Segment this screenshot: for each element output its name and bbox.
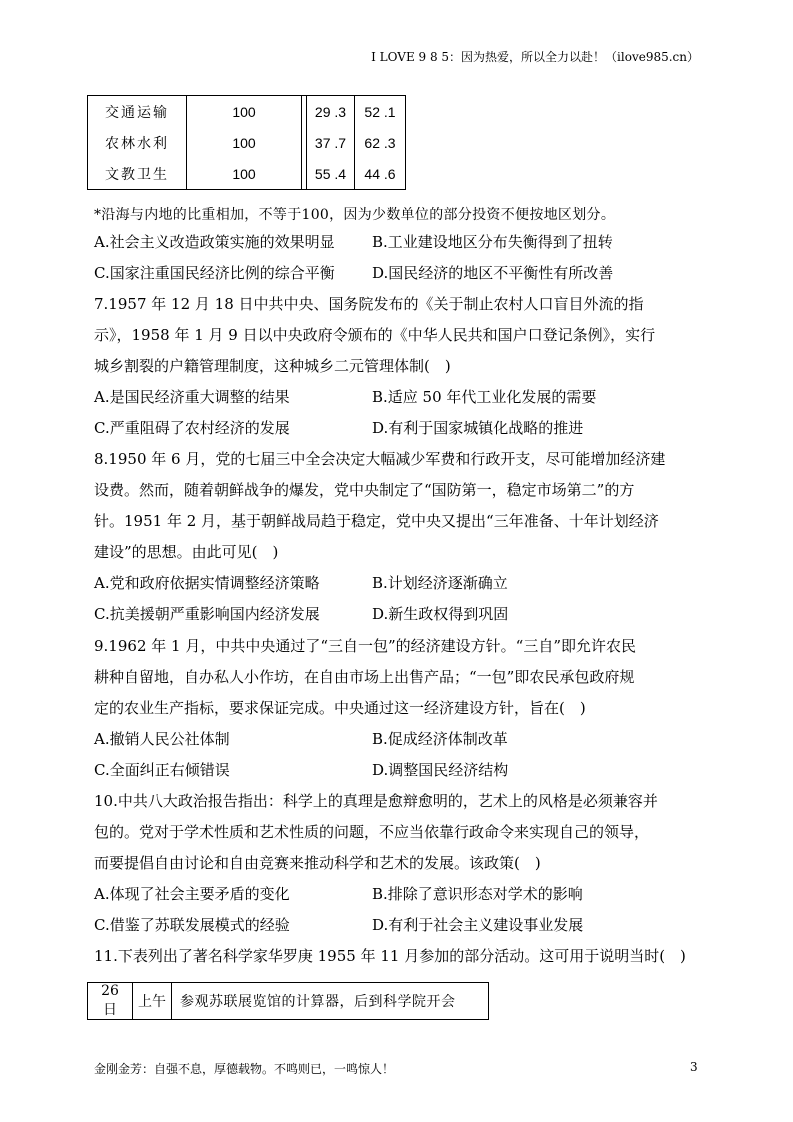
option-d[interactable]: D.调整国民经济结构: [372, 761, 509, 779]
option-b[interactable]: B.促成经济体制改革: [372, 730, 508, 748]
page-number: 3: [690, 1060, 698, 1074]
table-row: [88, 96, 406, 128]
footer-motto: 金刚金芳：自强不息，厚德载物。不鸣则已，一鸣惊人！: [94, 1062, 395, 1076]
question-text: 8.1950 年 6 月，党的七届三中全会决定大幅减少军费和行政开支，尽可能增加经济建: [94, 450, 666, 468]
category-cell: 农林水利: [88, 127, 187, 158]
question-7: [94, 289, 698, 444]
inland-cell: 44 .6: [355, 158, 406, 190]
question-text: 城乡割裂的户籍管理制度，这种城乡二元管理体制( ): [94, 357, 451, 375]
period-cell: 上午: [133, 983, 172, 1020]
question-text: 耕种自留地，自办私人小作坊，在自由市场上出售产品；“一包”即农民承包政府规: [94, 668, 635, 686]
question-text: 包的。党对于学术性质和艺术性质的问题，不应当依靠行政命令来实现自己的领导，: [94, 823, 650, 841]
question-text: 7.1957 年 12 月 18 日中共中央、国务院发布的《关于制止农村人口盲目外流的指: [94, 295, 644, 313]
question-text: 11.下表列出了著名科学家华罗庚 1955 年 11 月参加的部分活动。这可用于说明当时( ): [94, 947, 686, 965]
option-a[interactable]: A.撤销人民公社体制: [94, 730, 230, 748]
option-b[interactable]: B.工业建设地区分布失衡得到了扭转: [372, 233, 613, 251]
question-text: 9.1962 年 1 月，中共中央通过了“三自一包”的经济建设方针。“三自”即允许农民: [94, 637, 637, 655]
coastal-cell: 37 .7: [307, 127, 355, 158]
inland-cell: 62 .3: [355, 127, 406, 158]
table-note: *沿海与内地的比重相加，不等于100，因为少数单位的部分投资不便按地区划分。: [94, 207, 616, 223]
inland-cell: 52 .1: [355, 96, 406, 128]
option-a[interactable]: A.是国民经济重大调整的结果: [94, 388, 290, 406]
option-c[interactable]: C.抗美援朝严重影响国内经济发展: [94, 605, 320, 623]
question-9: [94, 631, 698, 786]
option-a[interactable]: A.体现了社会主要矛盾的变化: [94, 885, 290, 903]
question-text: 而要提倡自由讨论和自由竞赛来推动科学和艺术的发展。该政策( ): [94, 854, 541, 872]
option-c[interactable]: C.严重阻碍了农村经济的发展: [94, 419, 290, 437]
option-c[interactable]: C.国家注重国民经济比例的综合平衡: [94, 264, 335, 282]
option-c[interactable]: C.借鉴了苏联发展模式的经验: [94, 916, 290, 934]
category-cell: 文教卫生: [88, 158, 187, 190]
question-6-options: [94, 227, 698, 289]
page-header: I LOVE 9 8 5：因为热爱，所以全力以赴！（ilove985.cn）: [371, 50, 699, 64]
question-text: 10.中共八大政治报告指出：科学上的真理是愈辩愈明的，艺术上的风格是必须兼容并: [94, 792, 658, 810]
option-c[interactable]: C.全面纠正右倾错误: [94, 761, 230, 779]
question-10: [94, 786, 698, 941]
activity-table: [87, 982, 489, 1020]
investment-table: [87, 95, 406, 190]
option-d[interactable]: D.新生政权得到巩固: [372, 605, 509, 623]
table-row: [88, 983, 489, 1020]
option-b[interactable]: B.排除了意识形态对学术的影响: [372, 885, 583, 903]
option-d[interactable]: D.有利于国家城镇化战略的推进: [372, 419, 584, 437]
category-cell: 交通运输: [88, 96, 187, 128]
table-row: [88, 158, 406, 190]
question-text: 示》，1958 年 1 月 9 日以中央政府令颁布的《中华人民共和国户口登记条例》，实行: [94, 326, 656, 344]
total-cell: 100: [187, 96, 302, 128]
option-d[interactable]: D.国民经济的地区不平衡性有所改善: [372, 264, 614, 282]
total-cell: 100: [187, 127, 302, 158]
option-b[interactable]: B.适应 50 年代工业化发展的需要: [372, 388, 597, 406]
coastal-cell: 55 .4: [307, 158, 355, 190]
total-cell: 100: [187, 158, 302, 190]
option-b[interactable]: B.计划经济逐渐确立: [372, 574, 508, 592]
activity-cell: 参观苏联展览馆的计算器，后到科学院开会: [172, 983, 489, 1020]
question-text: 建设”的思想。由此可见( ): [94, 543, 279, 561]
option-d[interactable]: D.有利于社会主义建设事业发展: [372, 916, 584, 934]
option-a[interactable]: A.党和政府依据实情调整经济策略: [94, 574, 320, 592]
question-11: [94, 941, 698, 972]
question-text: 设费。然而，随着朝鲜战争的爆发，党中央制定了“国防第一，稳定市场第二”的方: [94, 481, 635, 499]
table-row: [88, 127, 406, 158]
day-cell: 26 日: [88, 983, 133, 1020]
coastal-cell: 29 .3: [307, 96, 355, 128]
question-text: 定的农业生产指标，要求保证完成。中央通过这一经济建设方针，旨在( ): [94, 699, 586, 717]
option-a[interactable]: A.社会主义改造政策实施的效果明显: [94, 233, 335, 251]
question-8: [94, 444, 698, 630]
question-text: 针。1951 年 2 月，基于朝鲜战局趋于稳定，党中央又提出“三年准备、十年计划经济: [94, 512, 659, 530]
